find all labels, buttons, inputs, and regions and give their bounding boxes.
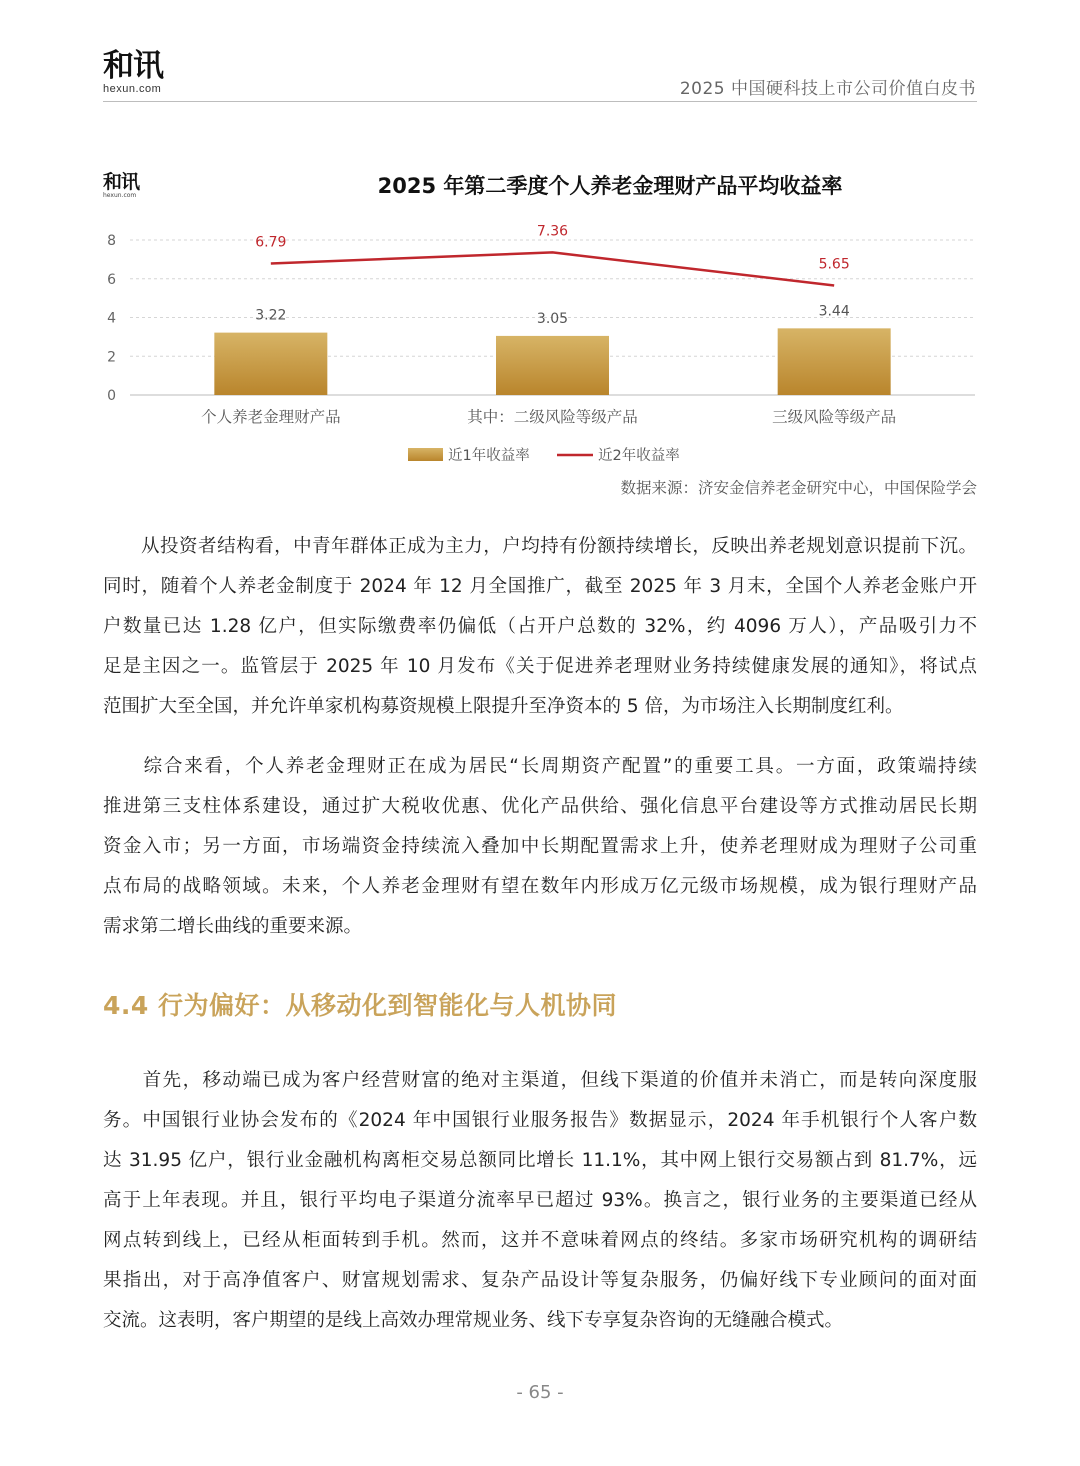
text-line: 推进第三支柱体系建设，通过扩大税收优惠、优化产品供给、强化信息平台建设等方式推动居民长期 [103,796,977,817]
legend-swatch-bar [408,448,443,461]
hexun-logo-text: 和讯 [103,48,163,84]
line-data-label: 7.36 [536,223,569,240]
text-line: 从投资者结构看，中青年群体正成为主力，户均持有份额持续增长，反映出养老规划意识提前下沉。 [103,536,977,557]
bar-1 [214,333,327,395]
y-tick-label: 2 [107,349,116,366]
x-category-label: 个人养老金理财产品 [201,408,341,426]
bar-data-label: 3.22 [255,307,287,324]
x-category-label: 三级风险等级产品 [772,408,897,426]
line-series-2yr [271,252,834,285]
line-data-label: 6.79 [255,234,287,251]
bar-3 [778,328,891,395]
text-line: 点布局的战略领域。未来，个人养老金理财有望在数年内形成万亿元级市场规模，成为银行理财产品 [103,876,977,897]
document-title: 2025 中国硬科技上市公司价值白皮书 [679,79,976,99]
chart-logo-domain: hexun.com [103,192,137,199]
hexun-logo-domain: hexun.com [103,83,162,95]
text-line: 范围扩大至全国，并允许单家机构募资规模上限提升至净资本的 5 倍，为市场注入长期制度红利。 [103,696,904,717]
text-line: 首先，移动端已成为客户经营财富的绝对主渠道，但线下渠道的价值并未消亡，而是转向深度服 [103,1070,977,1091]
bar-data-label: 3.05 [536,310,569,327]
x-category-label: 其中：二级风险等级产品 [467,408,638,426]
chart-source: 数据来源：济安金信养老金研究中心，中国保险学会 [620,479,977,497]
legend-label-bar: 近1年收益率 [448,448,530,464]
yield-chart [0,0,1080,480]
chart-logo-text: 和讯 [103,171,140,193]
legend-label-line: 近2年收益率 [598,448,680,464]
paragraph-channels [103,1061,977,1341]
bar-2 [496,336,609,395]
text-line: 资金入市；另一方面，市场端资金持续流入叠加中长期配置需求上升，使养老理财成为理财子公司重 [103,836,977,857]
text-line: 户数量已达 1.28 亿户，但实际缴费率仍偏低（占开户总数的 32%，约 4096 万人），产品吸引力不 [103,616,977,637]
paragraph-summary [103,747,977,947]
text-line: 交流。这表明，客户期望的是线上高效办理常规业务、线下专享复杂咨询的无缝融合模式。 [103,1310,844,1331]
text-line: 果指出，对于高净值客户、财富规划需求、复杂产品设计等复杂服务，仍偏好线下专业顾问的面对面 [103,1270,977,1291]
line-data-label: 5.65 [818,256,850,273]
chart-title: 2025 年第二季度个人养老金理财产品平均收益率 [377,174,843,198]
paragraph-investor-structure [103,527,977,727]
text-line: 务。中国银行业协会发布的《2024 年中国银行业服务报告》数据显示，2024 年手机银行个人客户数 [103,1110,977,1131]
text-line: 足是主因之一。监管层于 2025 年 10 月发布《关于促进养老理财业务持续健康发展的通知》，将试点 [103,656,977,677]
bar-data-label: 3.44 [818,303,850,320]
text-line: 需求第二增长曲线的重要来源。 [103,916,363,937]
text-line: 网点转到线上，已经从柜面转到手机。然而，这并不意味着网点的终结。多家市场研究机构的调研结 [103,1230,977,1251]
y-tick-label: 6 [107,271,116,288]
text-line: 高于上年表现。并且，银行平均电子渠道分流率早已超过 93%。换言之，银行业务的主要渠道已经从 [103,1190,977,1211]
text-line: 达 31.95 亿户，银行业金融机构离柜交易总额同比增长 11.1%，其中网上银行交易额占到 81.7%，远 [103,1150,977,1171]
section-heading: 4.4 行为偏好：从移动化到智能化与人机协同 [103,991,617,1020]
y-tick-label: 0 [107,388,116,404]
text-line: 综合来看，个人养老金理财正在成为居民“长周期资产配置”的重要工具。一方面，政策端持续 [103,756,977,777]
page-number: - 65 - [516,1382,564,1403]
text-line: 同时，随着个人养老金制度于 2024 年 12 月全国推广，截至 2025 年 3 月末，全国个人养老金账户开 [103,576,977,597]
y-tick-label: 4 [107,310,116,327]
y-tick-label: 8 [107,233,116,249]
